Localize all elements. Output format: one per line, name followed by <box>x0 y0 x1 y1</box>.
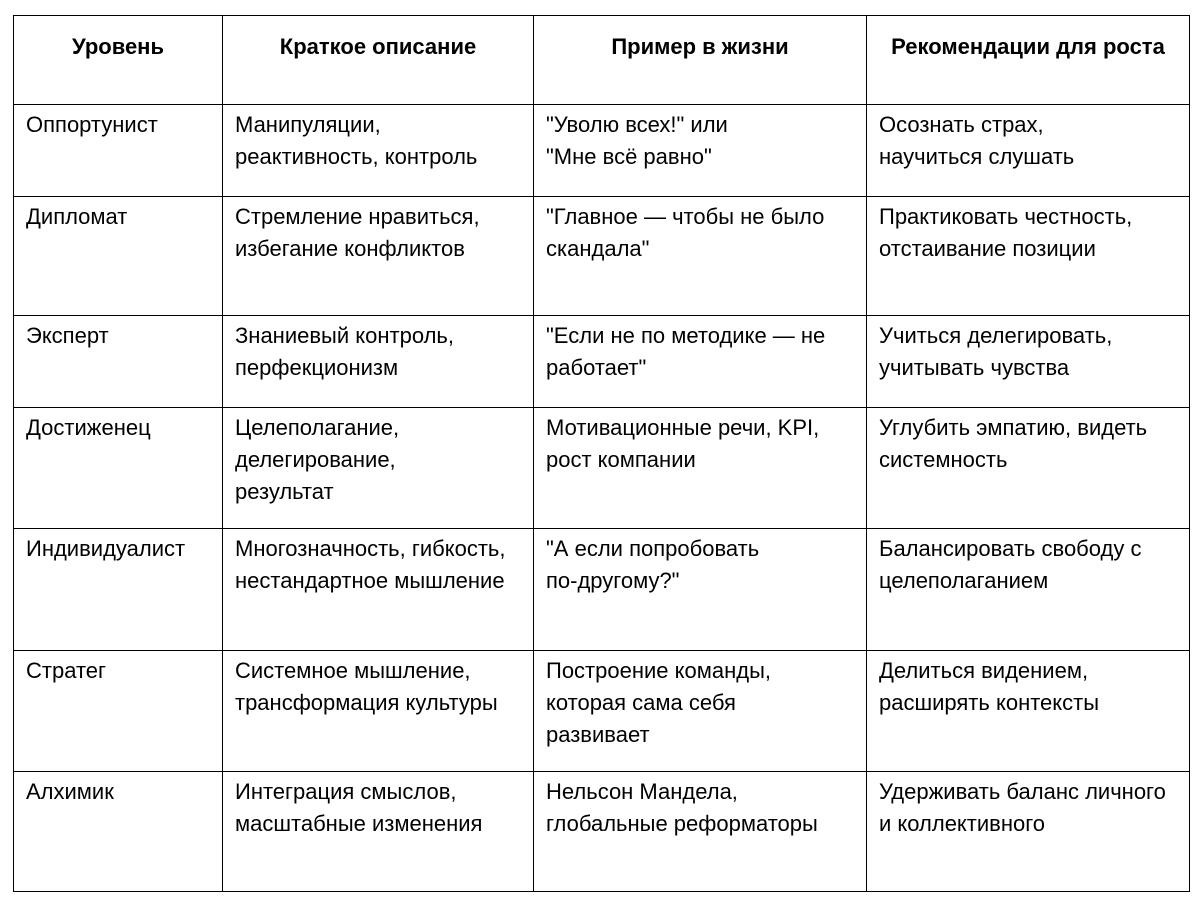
cell-example <box>534 105 867 197</box>
leadership-levels-table <box>13 15 1190 892</box>
cell-level: Алхимик <box>14 772 223 892</box>
cell-recommendations-text: Осознать страх, научиться слушать <box>879 112 1075 169</box>
cell-recommendations-text: Углубить эмпатию, видеть системность <box>879 415 1148 472</box>
cell-description <box>223 105 534 197</box>
cell-recommendations-text: Практиковать честность, отстаивание позиции <box>879 204 1133 261</box>
table-row <box>14 316 1190 408</box>
table-body <box>14 105 1190 892</box>
cell-description <box>223 529 534 651</box>
cell-example-text: "Главное — чтобы не было скандала" <box>546 204 825 261</box>
cell-description-text: Интеграция смыслов, масштабные изменения <box>235 779 483 836</box>
cell-level: Индивидуалист <box>14 529 223 651</box>
table-row <box>14 529 1190 651</box>
cell-example-text: Построение команды, которая сама себя развивает <box>546 658 771 747</box>
cell-example-text: "Уволю всех!" или "Мне всё равно" <box>546 112 728 169</box>
table-row <box>14 197 1190 316</box>
cell-recommendations <box>867 772 1190 892</box>
header-recommendations: Рекомендации для роста <box>867 16 1190 105</box>
cell-example-text: "А если попробовать по-другому?" <box>546 536 760 593</box>
cell-recommendations <box>867 316 1190 408</box>
cell-description-text: Системное мышление, трансформация культуры <box>235 658 498 715</box>
header-level: Уровень <box>14 16 223 105</box>
cell-recommendations <box>867 197 1190 316</box>
cell-description <box>223 197 534 316</box>
cell-recommendations <box>867 105 1190 197</box>
cell-example <box>534 316 867 408</box>
cell-example <box>534 529 867 651</box>
header-example: Пример в жизни <box>534 16 867 105</box>
cell-description-text: Многозначность, гибкость, нестандартное мышление <box>235 536 506 593</box>
cell-level: Достиженец <box>14 408 223 529</box>
cell-recommendations <box>867 408 1190 529</box>
table-row <box>14 651 1190 772</box>
cell-level: Эксперт <box>14 316 223 408</box>
cell-recommendations-text: Балансировать свободу с целеполаганием <box>879 536 1142 593</box>
cell-example-text: Мотивационные речи, KPI, рост компании <box>546 415 820 472</box>
cell-example <box>534 772 867 892</box>
cell-level: Дипломат <box>14 197 223 316</box>
cell-recommendations <box>867 529 1190 651</box>
cell-description <box>223 316 534 408</box>
table-row <box>14 772 1190 892</box>
table-row <box>14 408 1190 529</box>
header-description: Краткое описание <box>223 16 534 105</box>
cell-example <box>534 197 867 316</box>
cell-level: Стратег <box>14 651 223 772</box>
cell-example-text: "Если не по методике — не работает" <box>546 323 826 380</box>
cell-recommendations <box>867 651 1190 772</box>
table-header <box>14 16 1190 105</box>
cell-example-text: Нельсон Мандела, глобальные реформаторы <box>546 779 818 836</box>
cell-description-text: Знаниевый контроль, перфекционизм <box>235 323 454 380</box>
cell-example <box>534 651 867 772</box>
cell-recommendations-text: Делиться видением, расширять контексты <box>879 658 1100 715</box>
cell-description-text: Стремление нравиться, избегание конфликтов <box>235 204 480 261</box>
cell-recommendations-text: Учиться делегировать, учитывать чувства <box>879 323 1113 380</box>
cell-description <box>223 408 534 529</box>
cell-description <box>223 651 534 772</box>
header-row <box>14 16 1190 105</box>
cell-example <box>534 408 867 529</box>
cell-description-text: Целеполагание, делегирование, результат <box>235 415 400 504</box>
cell-level: Оппортунист <box>14 105 223 197</box>
cell-description <box>223 772 534 892</box>
cell-description-text: Манипуляции, реактивность, контроль <box>235 112 478 169</box>
table-row <box>14 105 1190 197</box>
cell-recommendations-text: Удерживать баланс личного и коллективного <box>879 779 1166 836</box>
